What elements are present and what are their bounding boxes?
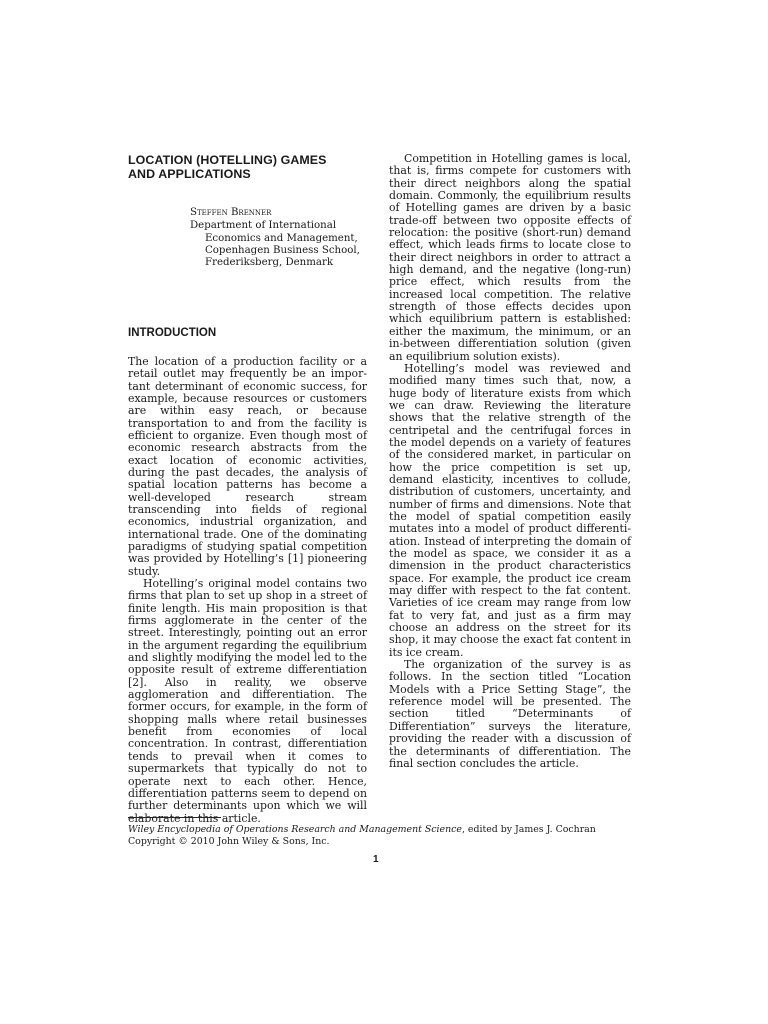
author-name: Steffen Brenner [190, 207, 272, 218]
encyclopedia-title: Wiley Encyclopedia of Operations Research and Management Science [128, 824, 462, 835]
body-paragraph: Hotelling’s model was reviewed and modified many times such that, now, a huge body of literature exists from which we can draw. Reviewing the literature shows that the relative strength of the centripetal and the centrifugal forces in the model depends on a variety of features of the considered market, in particular on how the price competition is set up, demand elasticity, incentives to collude, distribution of customers, uncertainty, and number of firms and dimensions. Note that the model of spatial competition easily mutates into a model of product differentiation. Instead of interpreting the domain of the model as space, we consider it as a dimension in the product characteristics space. For example, the product ice cream may differ with respect to the fat content. Varieties of ice cream may range from low fat to very fat, and just as a firm may choose an address on the street for its shop, it may choose the exact fat content in its ice cream. [389, 361, 631, 659]
footnote-source [128, 824, 596, 836]
body-paragraph: Hotelling’s original model contains two firms that plan to set up shop in a street of finite length. His main proposition is that firms agglomerate in the center of the street. Interestingly, pointing out an error in the argument regarding the equilibrium and slightly modifying the model led to the opposite result of extreme differentiation [2]. Also in reality, we observe agglomeration and differentiation. The former occurs, for example, in the form of shopping malls where retail businesses benefit from economies of local concentration. In contrast, differentiation tends to prevail when it comes to supermarkets that typically do not to operate next to each other. Hence, differentiation patterns seem to depend on further determinants upon which we will elaborate in this article. [128, 577, 367, 825]
body-paragraph: The organization of the survey is as follows. In the section titled “Location Models with a Price Setting Stage”, the reference model will be presented. The section titled “Determinants of Differentiation” surveys the literature, providing the reader with a discussion of the determinants of differentiation. The final section concludes the article. [389, 658, 631, 770]
body-paragraph: The location of a production facility or a retail outlet may frequently be an important determinant of economic success, for example, because resources or customers are within easy reach, or because transportation to and from the facility is efficient to organize. Even though most of economic research abstracts from the exact location of economic activities, during the past decades, the analysis of spatial location patterns has become a well-developed research stream transcending into fields of regional economics, industrial organization, and international trade. One of the dominating paradigms of studying spatial competition was provided by Hotelling’s [1] pioneering study. [128, 354, 367, 578]
affiliation-line: Frederiksberg, Denmark [205, 257, 334, 269]
affiliation-line: Economics and Management, [205, 232, 358, 244]
article-title [128, 153, 367, 181]
footnote-divider [128, 817, 221, 818]
article-title-line-2: AND APPLICATIONS [128, 167, 251, 181]
footnote [128, 824, 596, 848]
author-block [190, 207, 367, 269]
affiliation-line: Copenhagen Business School, [205, 244, 360, 256]
body-paragraph: Competition in Hotelling games is local, that is, firms compete for customers with their direct neighbors along the spatial domain. Commonly, the equilibrium results of Hotelling games are driven by a basic trade-off between two opposite effects of relocation: the positive (short-run) demand effect, which leads firms to locate close to their direct neighbors in order to attract a high demand, and the negative (long-run) price effect, which results from the increased local competition. The relative strength of those effects decides upon which equilibrium pattern is established: either the maximum, the minimum, or an in-between differentiation solution (given an equilibrium solution exists). [389, 152, 631, 363]
right-column [389, 153, 631, 770]
affiliation-line: Department of International [190, 220, 337, 232]
article-title-line-1: LOCATION (HOTELLING) GAMES [128, 153, 327, 167]
page-number: 1 [373, 854, 379, 865]
editor-credit: , edited by James J. Cochran [461, 824, 596, 835]
left-column [128, 153, 367, 825]
section-heading-introduction: INTRODUCTION [128, 327, 217, 340]
copyright-notice: Copyright © 2010 John Wiley & Sons, Inc. [128, 836, 330, 847]
